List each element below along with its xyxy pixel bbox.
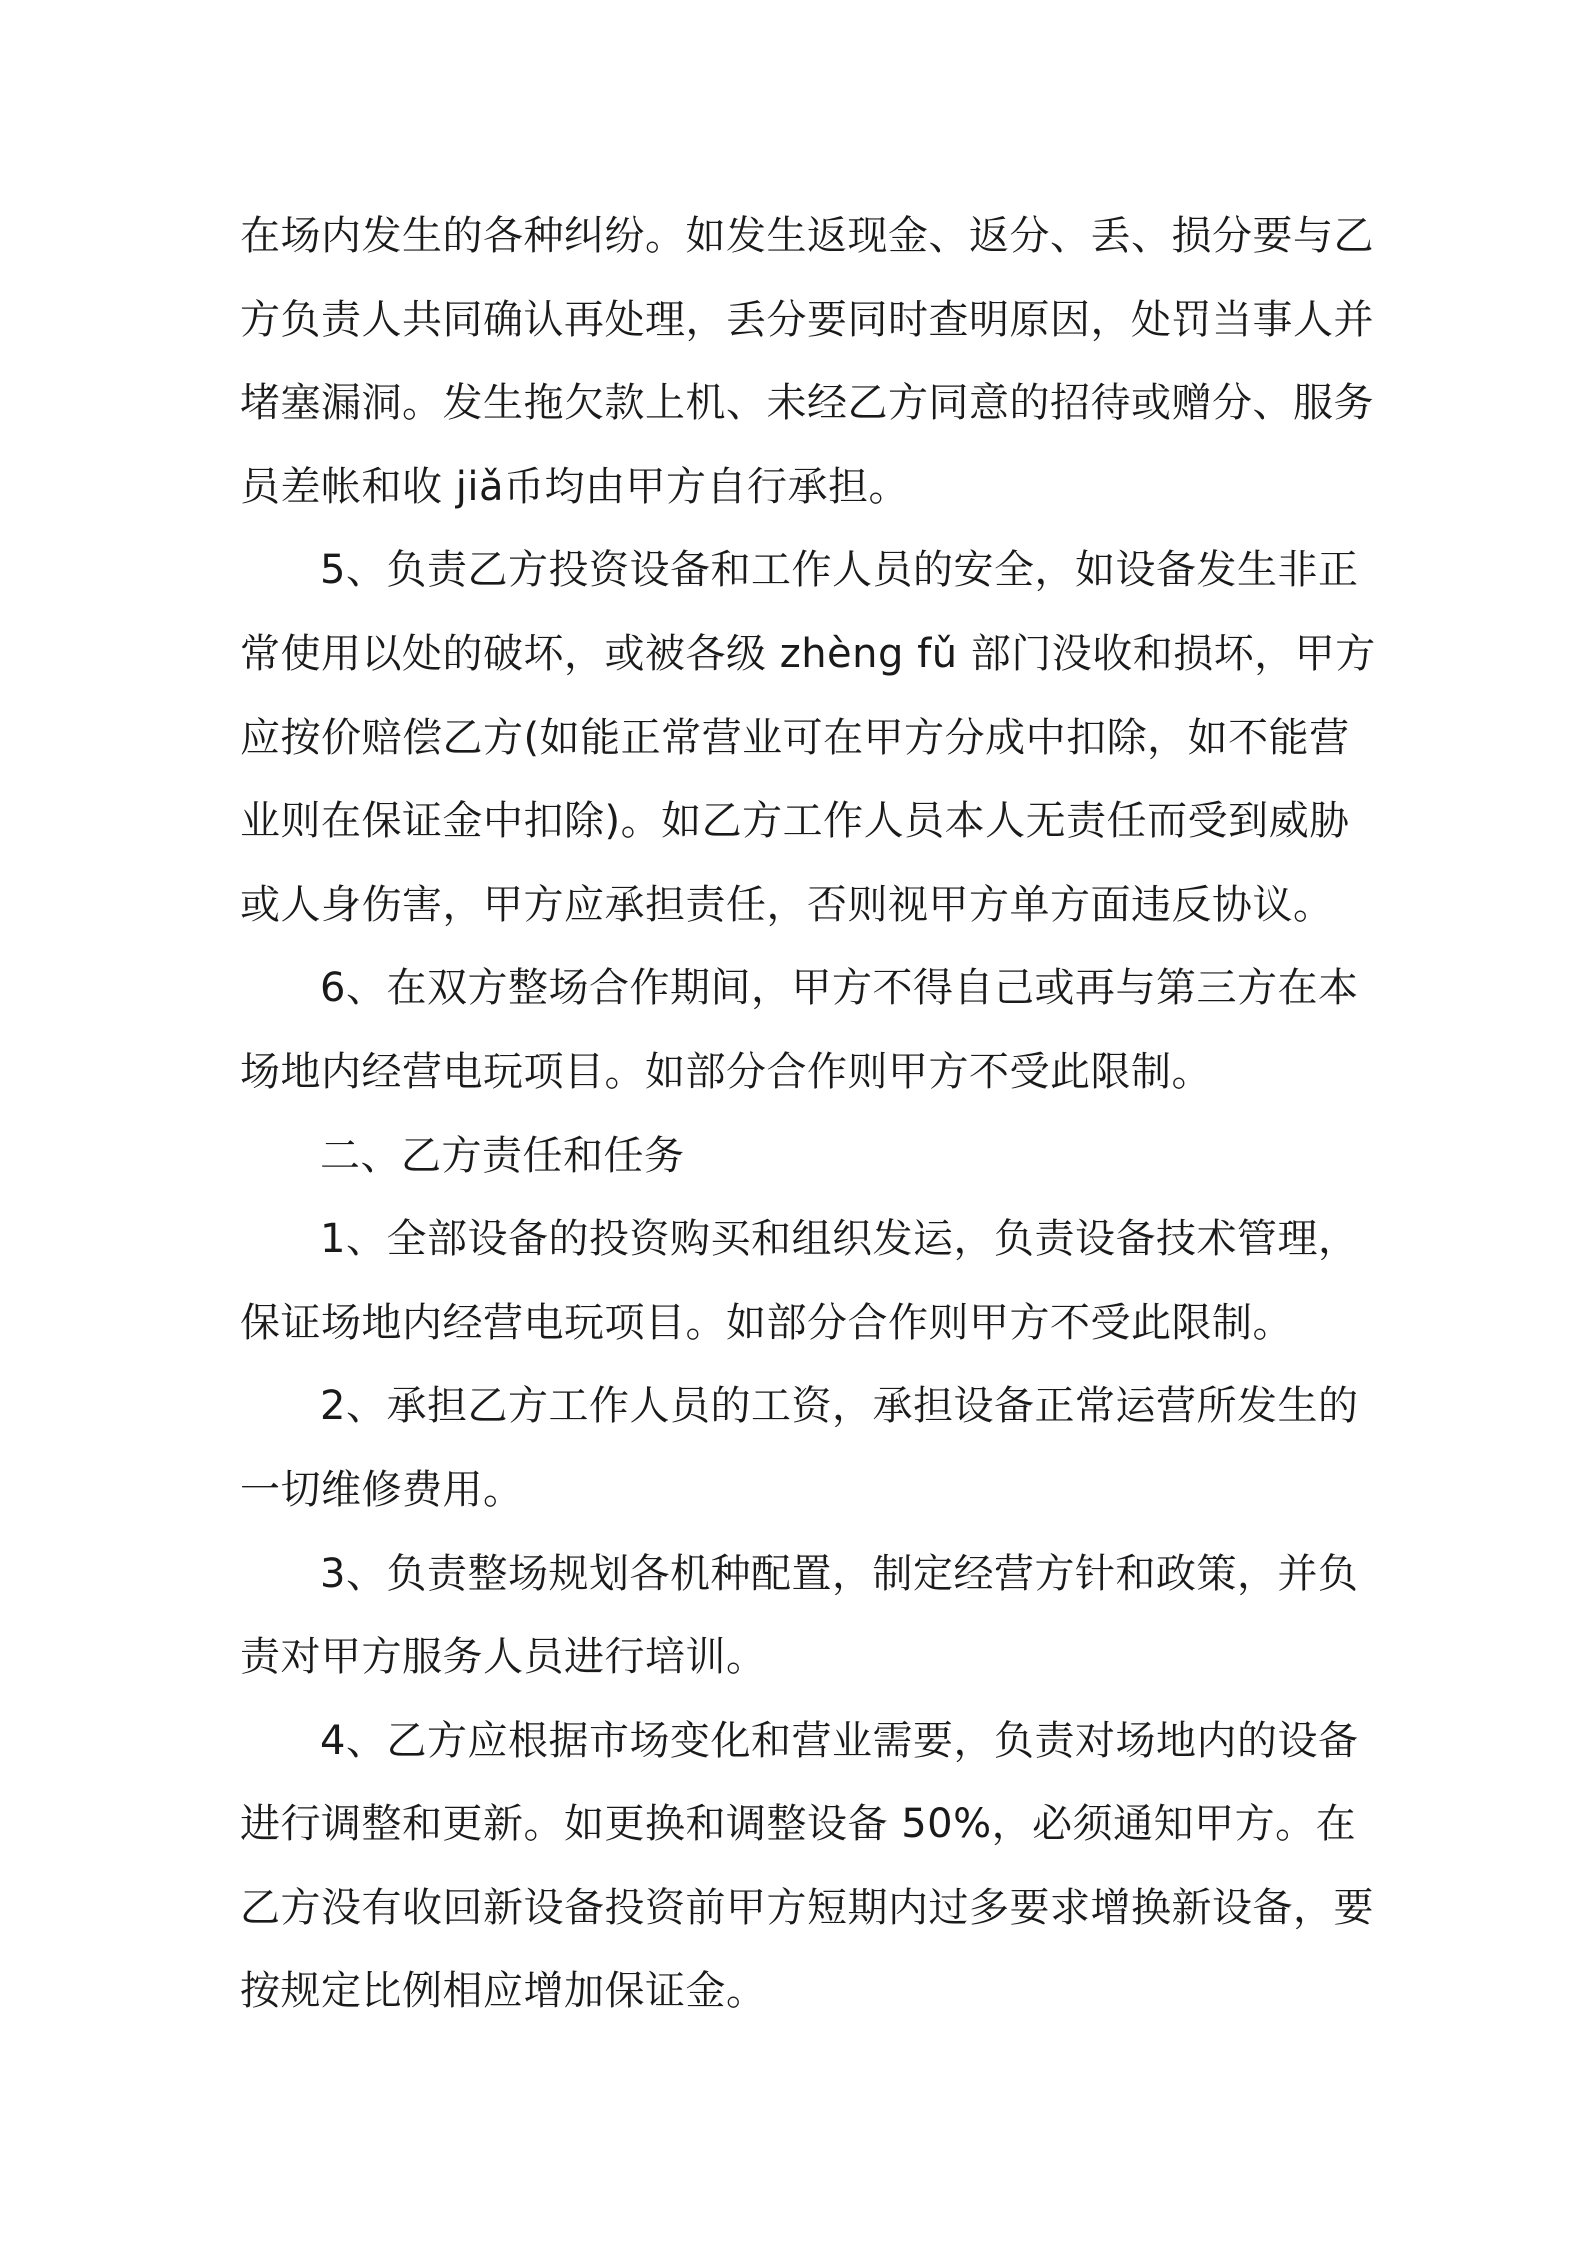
paragraph-item-6 <box>240 947 1360 1114</box>
text-line: 员差帐和收 jiǎ币均由甲方自行承担。 <box>240 463 909 510</box>
text-line: 一切维修费用。 <box>240 1466 524 1513</box>
document-body <box>240 195 1376 2034</box>
section-heading: 二、乙方责任和任务 <box>320 1132 685 1179</box>
paragraph-b-item-3 <box>240 1533 1360 1700</box>
text-line: 4、乙方应根据市场变化和营业需要，负责对场地内的设备 <box>320 1717 1359 1764</box>
text-line: 1、全部设备的投资购买和组织发运，负责设备技术管理， <box>320 1216 1359 1263</box>
text-line: 6、在双方整场合作期间，甲方不得自己或再与第三方在本 <box>320 965 1359 1012</box>
paragraph-b-item-2 <box>240 1365 1360 1532</box>
paragraph-continued-clause <box>240 195 1374 529</box>
text-line: 5、负责乙方投资设备和工作人员的安全，如设备发生非正 <box>320 547 1359 594</box>
text-line: 方负责人共同确认再处理，丢分要同时查明原因，处罚当事人并 <box>240 296 1374 343</box>
text-line: 保证场地内经营电玩项目。如部分合作则甲方不受此限制。 <box>240 1299 1293 1346</box>
text-line: 在场内发生的各种纠纷。如发生返现金、返分、丢、损分要与乙 <box>240 213 1374 259</box>
text-line: 场地内经营电玩项目。如部分合作则甲方不受此限制。 <box>240 1048 1212 1095</box>
section-heading-party-b-duties <box>240 1115 1360 1199</box>
paragraph-b-item-4 <box>240 1700 1374 2034</box>
text-line: 进行调整和更新。如更换和调整设备 50%，必须通知甲方。在 <box>240 1801 1357 1848</box>
text-line: 3、负责整场规划各机种配置，制定经营方针和政策，并负 <box>320 1550 1359 1597</box>
text-line: 乙方没有收回新设备投资前甲方短期内过多要求增换新设备，要 <box>240 1884 1374 1931</box>
paragraph-b-item-1 <box>240 1198 1360 1365</box>
text-line: 责对甲方服务人员进行培训。 <box>240 1634 767 1681</box>
text-line: 堵塞漏洞。发生拖欠款上机、未经乙方同意的招待或赠分、服务 <box>240 380 1374 427</box>
text-line: 或人身伤害，甲方应承担责任，否则视甲方单方面违反协议。 <box>240 881 1334 928</box>
text-line: 业则在保证金中扣除)。如乙方工作人员本人无责任而受到威胁 <box>240 798 1350 845</box>
paragraph-item-5 <box>240 529 1376 947</box>
text-line: 应按价赔偿乙方(如能正常营业可在甲方分成中扣除，如不能营 <box>240 714 1350 761</box>
text-line: 2、承担乙方工作人员的工资，承担设备正常运营所发生的 <box>320 1383 1359 1430</box>
text-line: 常使用以处的破坏，或被各级 zhèng fǔ 部门没收和损坏，甲方 <box>240 630 1376 677</box>
text-line: 按规定比例相应增加保证金。 <box>240 1968 767 2015</box>
